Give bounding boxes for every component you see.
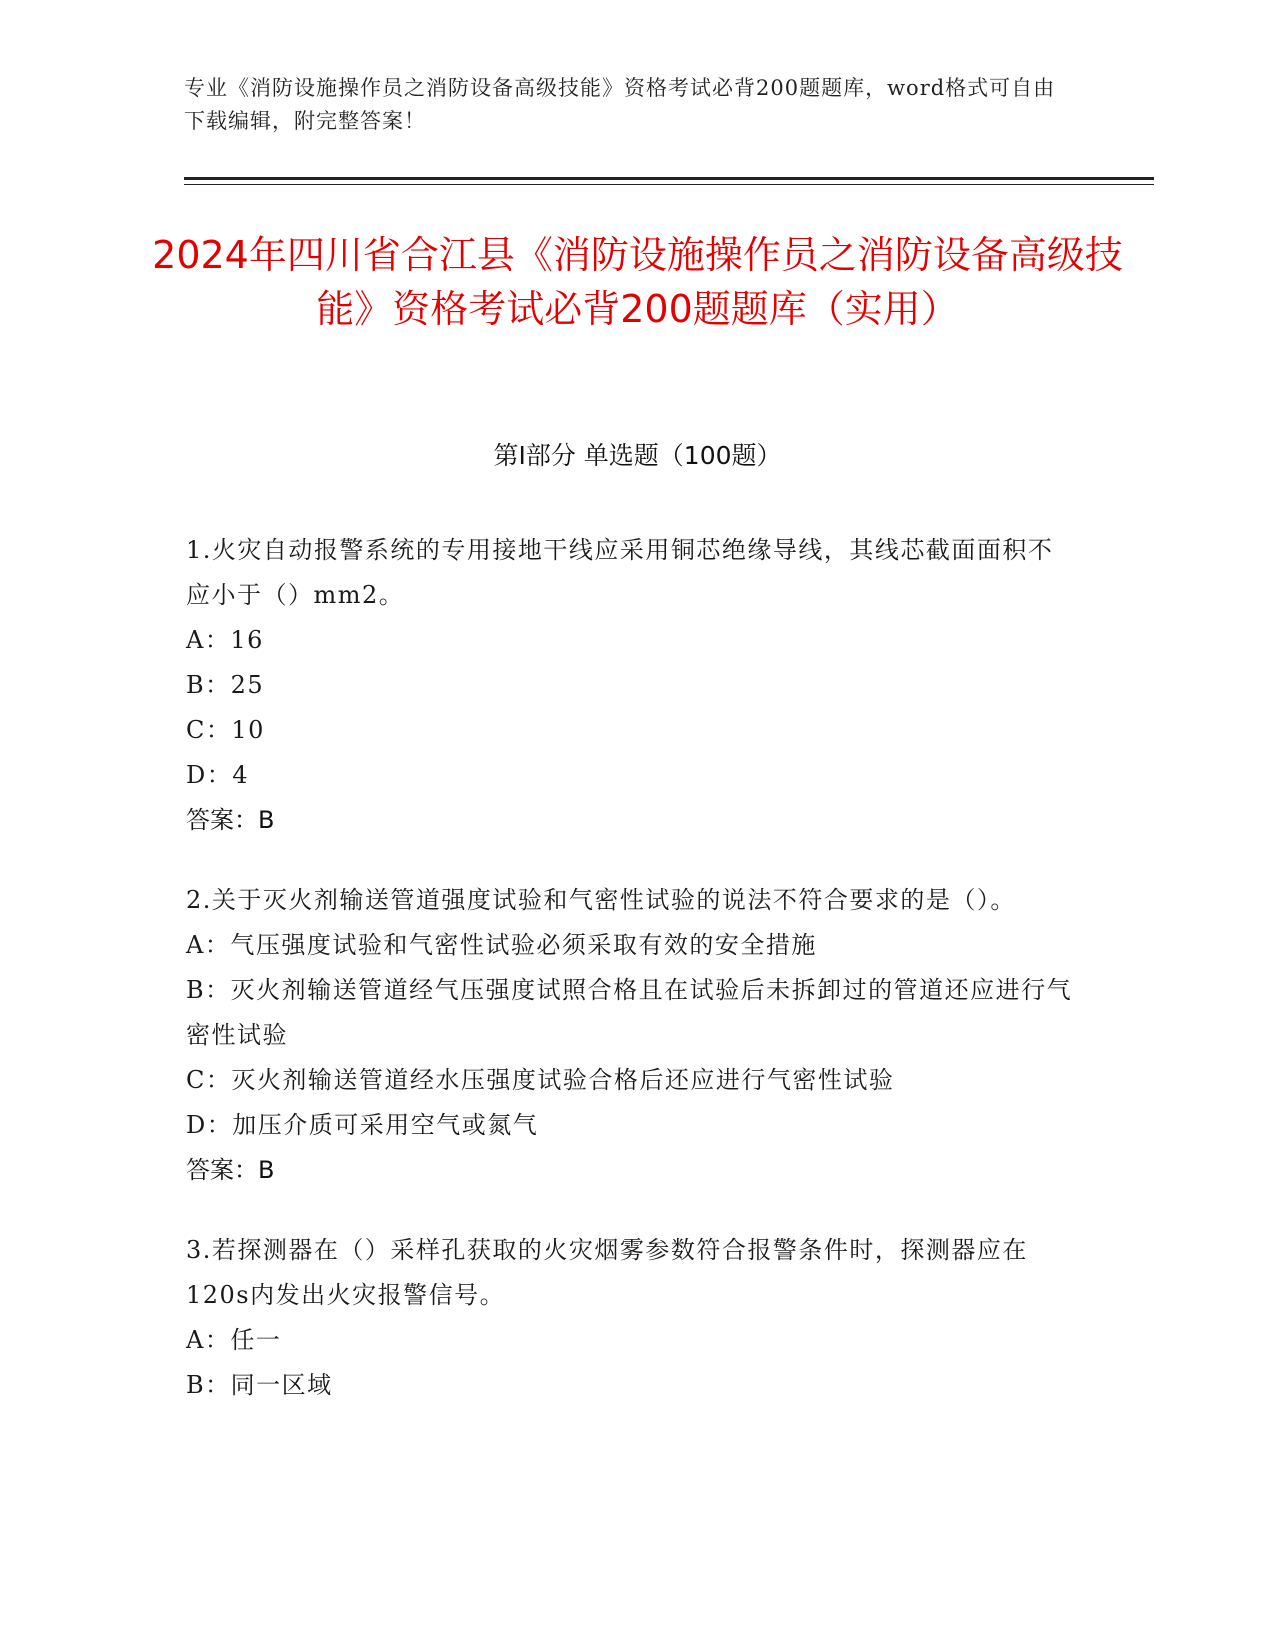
option-d: D：4 [186,761,250,789]
question-2 [186,878,1076,1193]
question-stem: 3.若探测器在（）采样孔获取的火灾烟雾参数符合报警条件时，探测器应在120s内发出火灾报警信号。 [186,1236,1028,1309]
question-stem: 2.关于灭火剂输送管道强度试验和气密性试验的说法不符合要求的是（）。 [186,886,1016,914]
option-b: B：灭火剂输送管道经气压强度试照合格且在试验后未拆卸过的管道还应进行气密性试验 [186,976,1073,1049]
option-a: A：气压强度试验和气密性试验必须采取有效的安全措施 [186,931,817,959]
header-divider-thick [184,177,1154,180]
option-a: A：任一 [186,1326,282,1354]
option-b: B：25 [186,671,265,699]
header-divider-thin [184,184,1154,185]
option-c: C：灭火剂输送管道经水压强度试验合格后还应进行气密性试验 [186,1066,895,1094]
question-3 [186,1228,1076,1408]
question-1 [186,528,1076,843]
option-d: D：加压介质可采用空气或氮气 [186,1111,539,1139]
question-stem: 1.火灾自动报警系统的专用接地干线应采用铜芯绝缘导线，其线芯截面面积不应小于（）mm2。 [186,536,1054,609]
option-c: C：10 [186,716,265,744]
answer-line: 答案：B [186,1156,275,1184]
header-note: 专业《消防设施操作员之消防设备高级技能》资格考试必背200题题库，word格式可自由下载编辑，附完整答案！ [184,76,1056,133]
document-title: 2024年四川省合江县《消防设施操作员之消防设备高级技能》资格考试必背200题题库（实用） [152,233,1123,331]
section-heading: 第I部分 单选题（100题） [493,441,782,470]
option-a: A：16 [186,626,264,654]
answer-line: 答案：B [186,806,275,834]
question-list [186,528,1076,1443]
option-b: B：同一区域 [186,1371,333,1399]
